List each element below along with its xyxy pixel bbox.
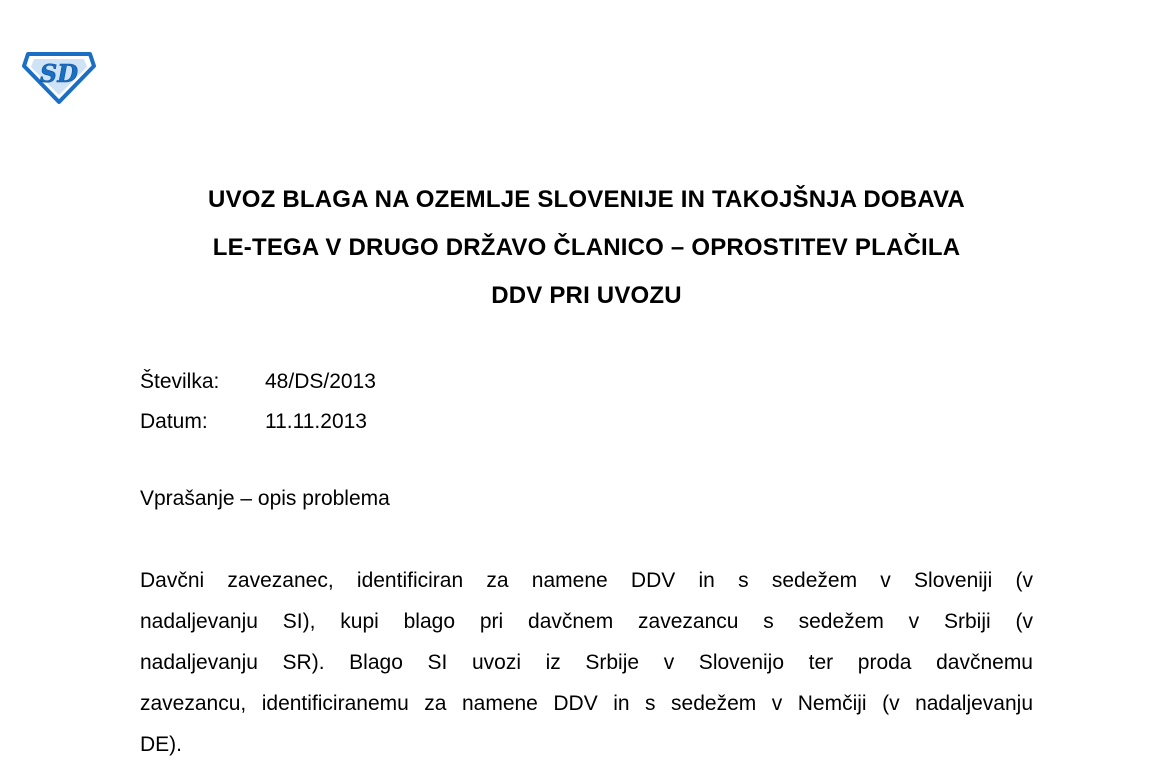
- number-value: 48/DS/2013: [265, 370, 376, 393]
- meta-number-row: [140, 362, 376, 402]
- title-line-1: UVOZ BLAGA NA OZEMLJE SLOVENIJE IN TAKOJŠNJA DOBAVA: [208, 186, 965, 213]
- body-line-5: DE).: [140, 733, 182, 756]
- svg-text:SD: SD: [39, 59, 79, 88]
- section-heading: Vprašanje – opis problema: [140, 487, 390, 510]
- date-label: Datum:: [140, 410, 208, 433]
- body-line-1: Davčni zavezanec, identificiran za namene DDV in s sedežem v Sloveniji (v: [140, 569, 1033, 592]
- title-line-2: LE-TEGA V DRUGO DRŽAVO ČLANICO – OPROSTITEV PLAČILA: [212, 234, 961, 261]
- meta-date-row: [140, 402, 376, 442]
- sd-shield-logo-icon: [22, 48, 96, 106]
- title-line-3: DDV PRI UVOZU: [491, 282, 682, 309]
- body-line-3: nadaljevanju SR). Blago SI uvozi iz Srbije v Slovenijo ter proda davčnemu: [140, 651, 1033, 674]
- body-line-4: zavezancu, identificiranemu za namene DDV in s sedežem v Nemčiji (v nadaljevanju: [140, 692, 1033, 715]
- document-meta: [140, 362, 376, 442]
- body-paragraph: [140, 560, 1033, 765]
- number-label: Številka:: [140, 370, 220, 393]
- date-value: 11.11.2013: [265, 410, 367, 433]
- body-line-2: nadaljevanju SI), kupi blago pri davčnem zavezancu s sedežem v Srbiji (v: [140, 610, 1033, 633]
- document-title: [140, 176, 1033, 320]
